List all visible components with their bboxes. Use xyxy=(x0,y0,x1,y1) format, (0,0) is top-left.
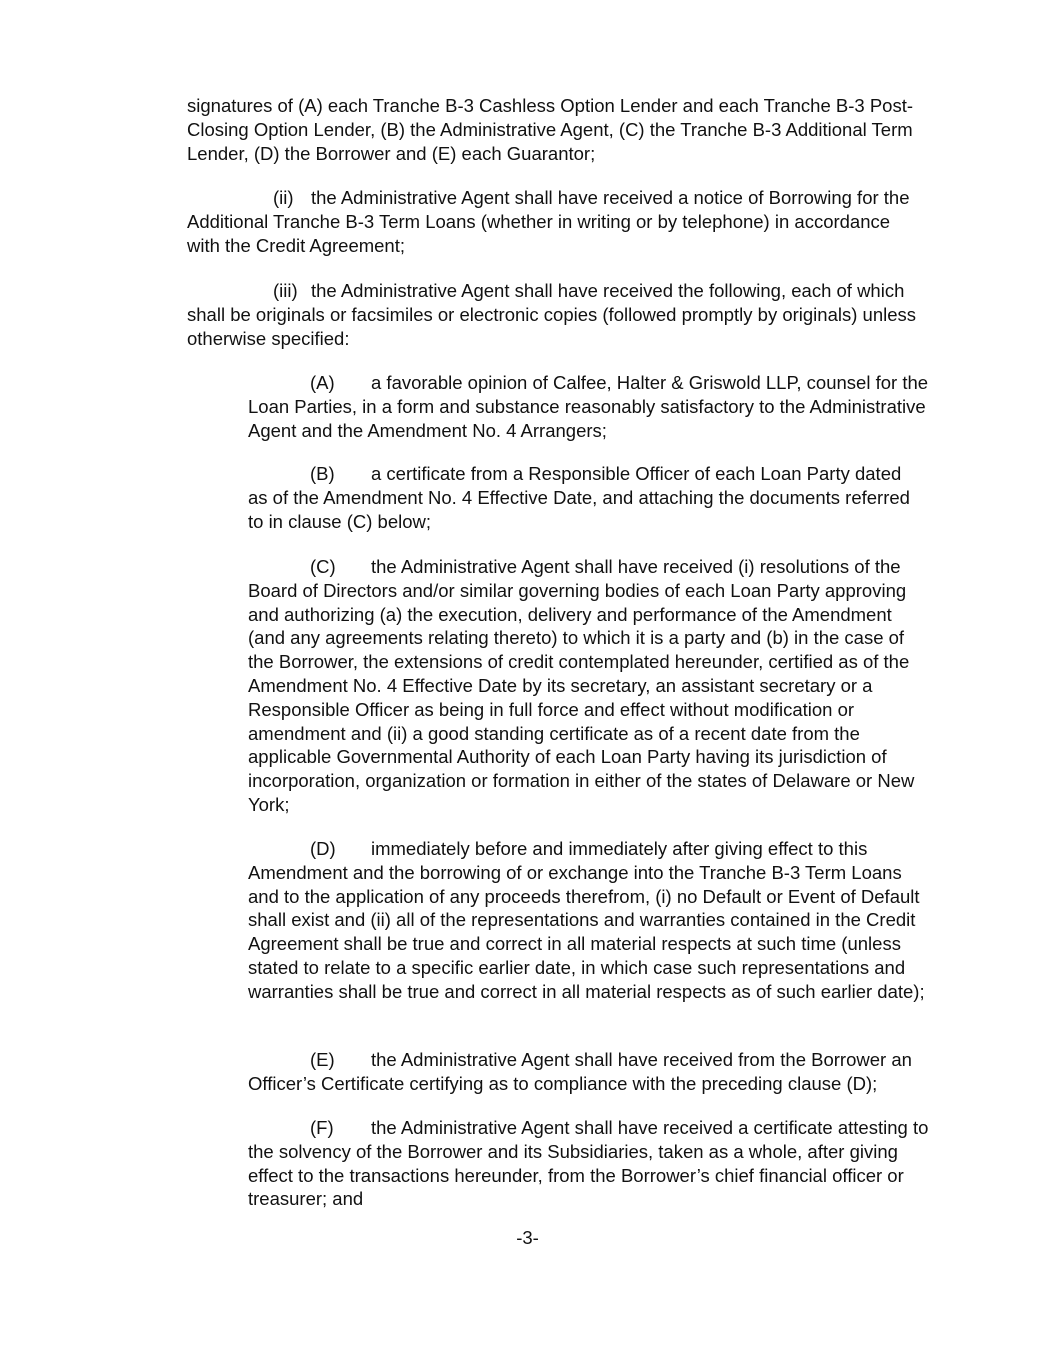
subclause-text: the Administrative Agent shall have received (i) resolutions of the Board of Directors and/or similar governing bodies of each Loan Party approving and authorizing (a) the execution, delivery and performance of the Amendment (and any agreements relating thereto) to which it is a party and (b) in the case of the Borrower, the extensions of credit contemplated hereunder, certified as of the Amendment No. 4 Effective Date by its secretary, an assistant secretary or a Responsible Officer as being in full force and effect without modification or amendment and (ii) a good standing certificate as of a recent date from the applicable Governmental Authority of each Loan Party having its jurisdiction of incorporation, organization or formation in either of the states of Delaware or New York; xyxy=(248,556,915,815)
subclause-c xyxy=(248,555,933,817)
clause-text: the Administrative Agent shall have received the following, each of which shall be originals or facsimiles or electronic copies (followed promptly by originals) unless otherwise specified: xyxy=(187,280,917,349)
subclause-label: (B) xyxy=(310,463,335,484)
subclause-b xyxy=(248,462,924,533)
subclause-label: (C) xyxy=(310,556,336,577)
continuation-paragraph xyxy=(187,94,927,165)
clause-label: (ii) xyxy=(273,187,294,208)
subclause-label: (E) xyxy=(310,1049,335,1070)
subclause-a xyxy=(248,371,938,442)
clause-ii xyxy=(187,186,922,257)
subclause-text: a favorable opinion of Calfee, Halter & Griswold LLP, counsel for the Loan Parties, in a form and substance reasonably satisfactory to the Administrative Agent and the Amendment No. 4 Arrangers; xyxy=(248,372,929,441)
page-number: -3- xyxy=(516,1227,539,1248)
subclause-f xyxy=(248,1116,940,1211)
clause-iii xyxy=(187,279,935,350)
subclause-text: the Administrative Agent shall have received from the Borrower an Officer’s Certificate certifying as to compliance with the preceding clause (D); xyxy=(248,1049,912,1094)
subclause-e xyxy=(248,1048,938,1096)
subclause-text: immediately before and immediately after giving effect to this Amendment and the borrowing of or exchange into the Tranche B-3 Term Loans and to the application of any proceeds therefrom, (i) no Default or Event of Default shall exist and (ii) all of the representations and warranties contained in the Credit Agreement shall be true and correct in all material respects at such time (unless stated to relate to a specific earlier date, in which case such representations and warranties shall be true and correct in all material respects as of such earlier date); xyxy=(248,838,925,1002)
subclause-text: the Administrative Agent shall have received a certificate attesting to the solvency of the Borrower and its Subsidiaries, taken as a whole, after giving effect to the transactions hereunder, from the Borrower’s chief financial officer or treasurer; and xyxy=(248,1117,929,1210)
continuation-text: signatures of (A) each Tranche B-3 Cashless Option Lender and each Tranche B-3 Post-Closing Option Lender, (B) the Administrative Agent, (C) the Tranche B-3 Additional Term Lender, (D) the Borrower and (E) each Guarantor; xyxy=(187,95,914,164)
subclause-label: (D) xyxy=(310,838,336,859)
subclause-d xyxy=(248,837,936,1004)
clause-label: (iii) xyxy=(273,280,298,301)
subclause-label: (A) xyxy=(310,372,335,393)
clause-text: the Administrative Agent shall have received a notice of Borrowing for the Additional Tranche B-3 Term Loans (whether in writing or by telephone) in accordance with the Credit Agreement; xyxy=(187,187,910,256)
subclause-text: a certificate from a Responsible Officer of each Loan Party dated as of the Amendment No. 4 Effective Date, and attaching the documents referred to in clause (C) below; xyxy=(248,463,910,532)
subclause-label: (F) xyxy=(310,1117,334,1138)
